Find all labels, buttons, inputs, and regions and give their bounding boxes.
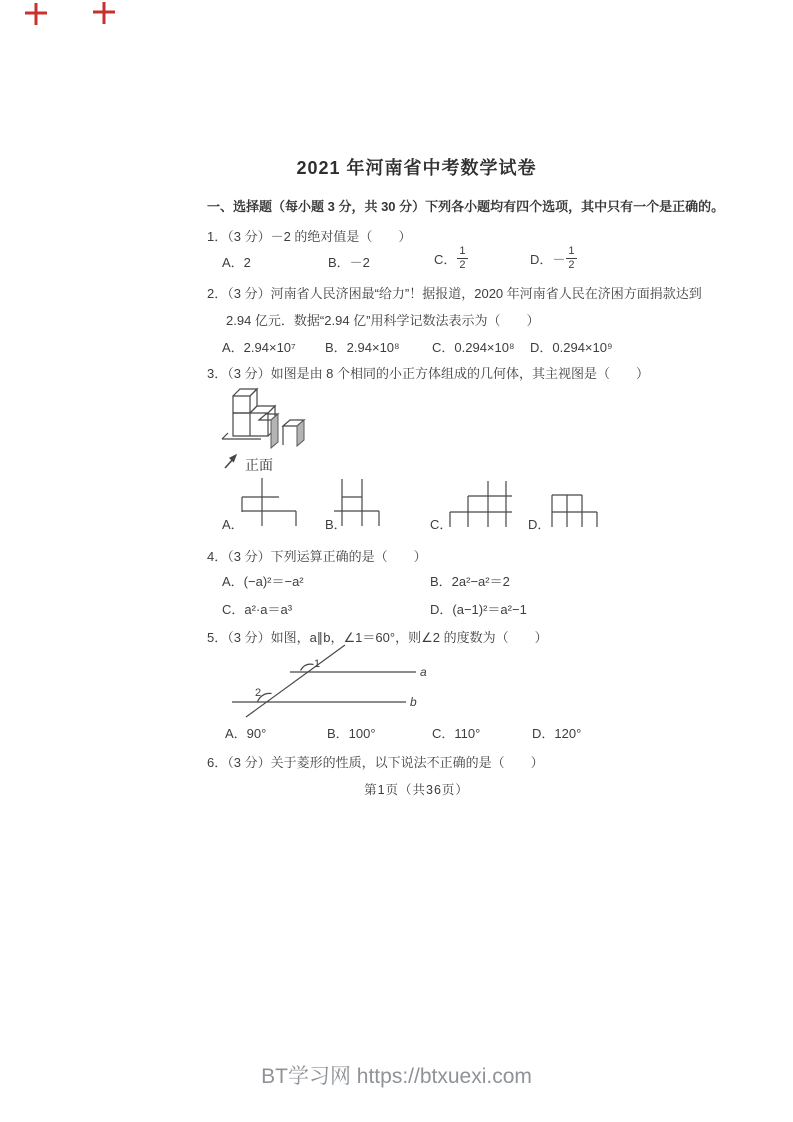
q5-angle1-label: 1 xyxy=(314,658,321,670)
q2-option-a: A．2.94×10⁷ xyxy=(222,340,296,355)
q1-option-b: B．－2 xyxy=(328,255,370,270)
q3-option-c-label: C． xyxy=(430,517,453,532)
q1-option-c-fraction: $\frac{1}{2}$ xyxy=(459,245,466,271)
q1-option-c xyxy=(434,246,468,271)
q5-option-a: A．90° xyxy=(225,726,267,741)
q4-option-d: D．(a−1)²＝a²−1 xyxy=(430,602,527,617)
page-title: 2021 年河南省中考数学试卷 xyxy=(296,158,537,178)
q6-stem: 6．（3 分）关于菱形的性质，以下说法不正确的是（ ） xyxy=(207,755,544,770)
q4-option-c: C．a²·a＝a³ xyxy=(222,602,293,617)
q1-option-c-label: C． xyxy=(434,252,457,268)
q3-front-label: 正面 xyxy=(245,457,273,473)
q1-option-d xyxy=(530,246,577,271)
q5-angle2-label: 2 xyxy=(255,687,262,699)
q3-option-b-label: B． xyxy=(325,517,347,532)
q5-option-c: C．110° xyxy=(432,726,481,741)
q1-option-d-fraction: $\frac{1}{2}$ xyxy=(568,245,575,271)
q2-stem-line2: 2.94 亿元．数据“2.94 亿”用科学记数法表示为（ ） xyxy=(226,313,540,328)
q5-line-b-label: b xyxy=(410,695,417,709)
q1-option-a: A．2 xyxy=(222,255,251,270)
q4-option-a: A．(−a)²＝−a² xyxy=(222,574,304,589)
q3-option-a-label: A． xyxy=(222,517,244,532)
q3-stem: 3．（3 分）如图是由 8 个相同的小正方体组成的几何体，其主视图是（ ） xyxy=(207,366,650,381)
q2-stem-line1: 2．（3 分）河南省人民济困最“给力”！据报道，2020 年河南省人民在济困方面捐款达到 xyxy=(207,286,702,301)
front-arrow-icon xyxy=(221,452,241,472)
q2-option-c: C．0.294×10⁸ xyxy=(432,340,515,355)
q5-stem: 5．（3 分）如图，a∥b，∠1＝60°，则∠2 的度数为（ ） xyxy=(207,630,548,645)
q4-option-b: B．2a²−a²＝2 xyxy=(430,574,510,589)
red-corner-marks xyxy=(14,0,124,30)
q2-option-d: D．0.294×10⁹ xyxy=(530,340,613,355)
q5-line-a-label: a xyxy=(420,665,427,679)
section-header: 一、选择题（每小题 3 分，共 30 分）下列各小题均有四个选项，其中只有一个是正确的。 xyxy=(207,199,725,214)
q2-option-b: B．2.94×10⁸ xyxy=(325,340,400,355)
q1-stem: 1．（3 分）－2 的绝对值是（ ） xyxy=(207,229,412,244)
site-watermark: BT学习网 https://btxuexi.com xyxy=(261,1065,532,1088)
q3-option-figures xyxy=(200,472,620,530)
q4-stem: 4．（3 分）下列运算正确的是（ ） xyxy=(207,549,427,564)
q5-parallel-lines-figure xyxy=(228,643,438,723)
q5-option-b: B．100° xyxy=(327,726,376,741)
q5-option-d: D．120° xyxy=(532,726,582,741)
q1-option-d-label: D．－ xyxy=(530,252,566,268)
page-number-footer: 第1页（共36页） xyxy=(364,783,469,797)
q3-option-d-label: D． xyxy=(528,517,551,532)
